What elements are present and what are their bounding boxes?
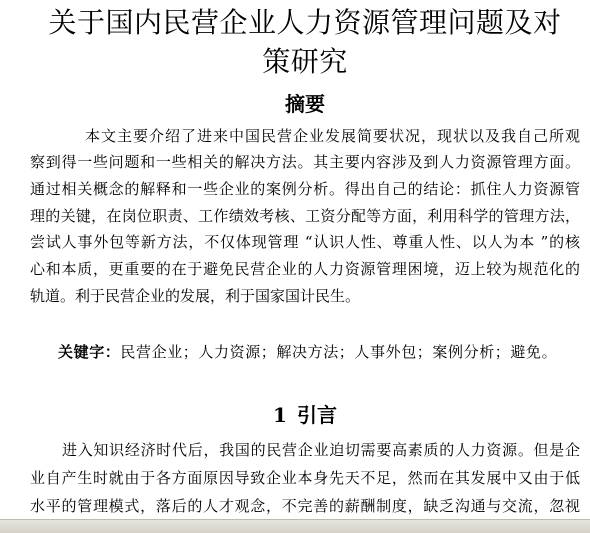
keywords-label: 关键字：: [58, 343, 121, 361]
section-title: 引言: [296, 403, 337, 427]
abstract-line: 理的关键，在岗位职责、工作绩效考核、工资分配等方面，利用科学的管理方法，: [30, 206, 580, 225]
abstract-line: 本文主要介绍了进来中国民营企业发展简要状况，现状以及我自己所观: [85, 126, 580, 145]
abstract-line: 心和本质，更重要的在于避免民营企业的人力资源管理困境，迈上较为规范化的: [30, 260, 580, 279]
abstract-line: 轨道。利于民营企业的发展，利于国家国计民生。: [30, 286, 361, 305]
section-line: 水平的管理模式，落后的人才观念，不完善的薪酬制度，缺乏沟通与交流，忽视: [30, 497, 580, 515]
bottom-gray-strip: [0, 519, 590, 533]
paper-title-line-2: 策研究: [262, 45, 348, 78]
section-line: 进入知识经济时代后，我国的民营企业迫切需要高素质的人力资源。但是企: [62, 441, 580, 459]
section-heading: [30, 402, 580, 428]
keywords: [58, 339, 580, 365]
abstract-line: 通过相关概念的解释和一些企业的案例分析。得出自己的结论：抓住人力资源管: [30, 180, 580, 198]
section-number: 1: [273, 403, 287, 427]
abstract-line: 尝试人事外包等新方法，不仅体现管理 “认识人性、尊重人性、以人为本 ”的核: [30, 233, 580, 252]
abstract-heading: 摘要: [285, 92, 325, 116]
section-line: 业自产生时就由于各方面原因导致企业本身先天不足，然而在其发展中又由于低: [30, 469, 580, 487]
abstract-line: 察到得一些问题和一些相关的解决方法。其主要内容涉及到人力资源管理方面。: [30, 153, 580, 172]
keywords-text: 民营企业；人力资源；解决方法；人事外包；案例分析；避免。: [120, 343, 558, 361]
paper-title-line-1: 关于国内民营企业人力资源管理问题及对: [48, 6, 562, 39]
